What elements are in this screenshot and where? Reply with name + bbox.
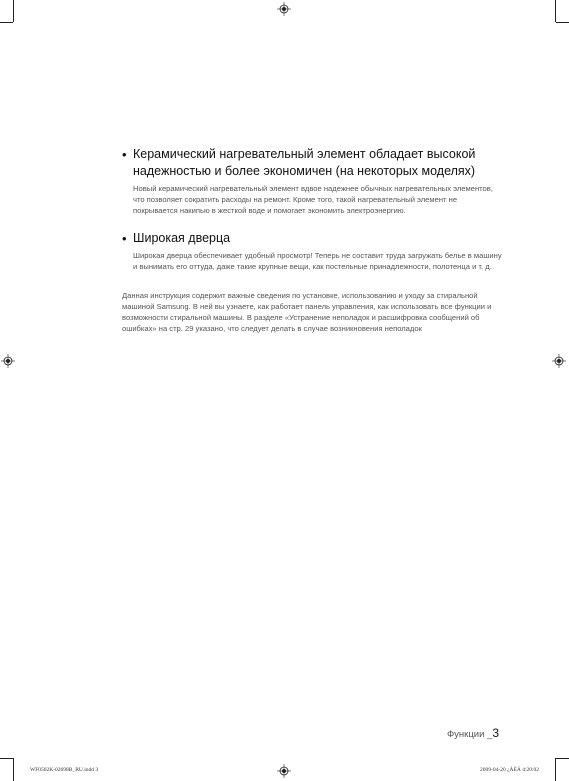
page-content xyxy=(122,146,502,342)
bullet-icon: • xyxy=(122,147,127,162)
feature-item xyxy=(122,146,502,216)
registration-mark-icon xyxy=(1,354,15,368)
footer-section-label: Функции _ xyxy=(446,729,493,740)
intro-paragraph: Данная инструкция содержит важные сведения по установке, использованию и уходу за стиральной машиной Samsung. В ней вы узнаете, как работает панель управления, как использовать все функции и возможности стиральной машины. В разделе «Устранение неполадок и расшифровка сообщений об ошибках» на стр. 29 указано, что следует делать в случае возникновения неполадок xyxy=(122,291,492,333)
registration-mark-icon xyxy=(277,764,291,778)
bullet-icon: • xyxy=(122,231,127,246)
feature-description: Новый керамический нагревательный элемент вдвое надежнее обычных нагревательных элементов, что позволяет сократить расходы на ремонт. Кроме того, такой нагревательный элемент не покрывается накипью в жесткой воде и помогает экономить электроэнергию. xyxy=(133,184,493,215)
feature-item xyxy=(122,230,502,272)
page-footer xyxy=(447,726,499,740)
crop-mark-bottom-left xyxy=(13,758,14,781)
page-number: 3 xyxy=(492,726,499,740)
crop-mark-top-left-h xyxy=(0,22,13,23)
crop-mark-bottom-right-h xyxy=(556,758,569,759)
crop-mark-top-right xyxy=(555,0,556,22)
print-file-info: WF0502K-02698B_RU.indd 3 xyxy=(30,767,99,773)
registration-mark-icon xyxy=(552,354,566,368)
feature-description: Широкая дверца обеспечивает удобный просмотр! Теперь не составит труда загружать белье в машину и вынимать его оттуда, даже такие крупные вещи, как постельные принадлежности, полотенца и т. д. xyxy=(133,251,502,271)
crop-mark-bottom-right xyxy=(555,758,556,781)
feature-title: Керамический нагревательный элемент обладает высокой надежностью и более экономичен (на некоторых моделях) xyxy=(133,147,476,178)
feature-title: Широкая дверца xyxy=(133,231,231,245)
crop-mark-top-right-h xyxy=(556,22,569,23)
registration-mark-icon xyxy=(277,2,291,16)
crop-mark-bottom-left-h xyxy=(0,758,13,759)
print-timestamp: 2009-04-20 ¿ÀÈÄ 4:20:02 xyxy=(480,767,539,773)
crop-mark-top-left xyxy=(13,0,14,22)
